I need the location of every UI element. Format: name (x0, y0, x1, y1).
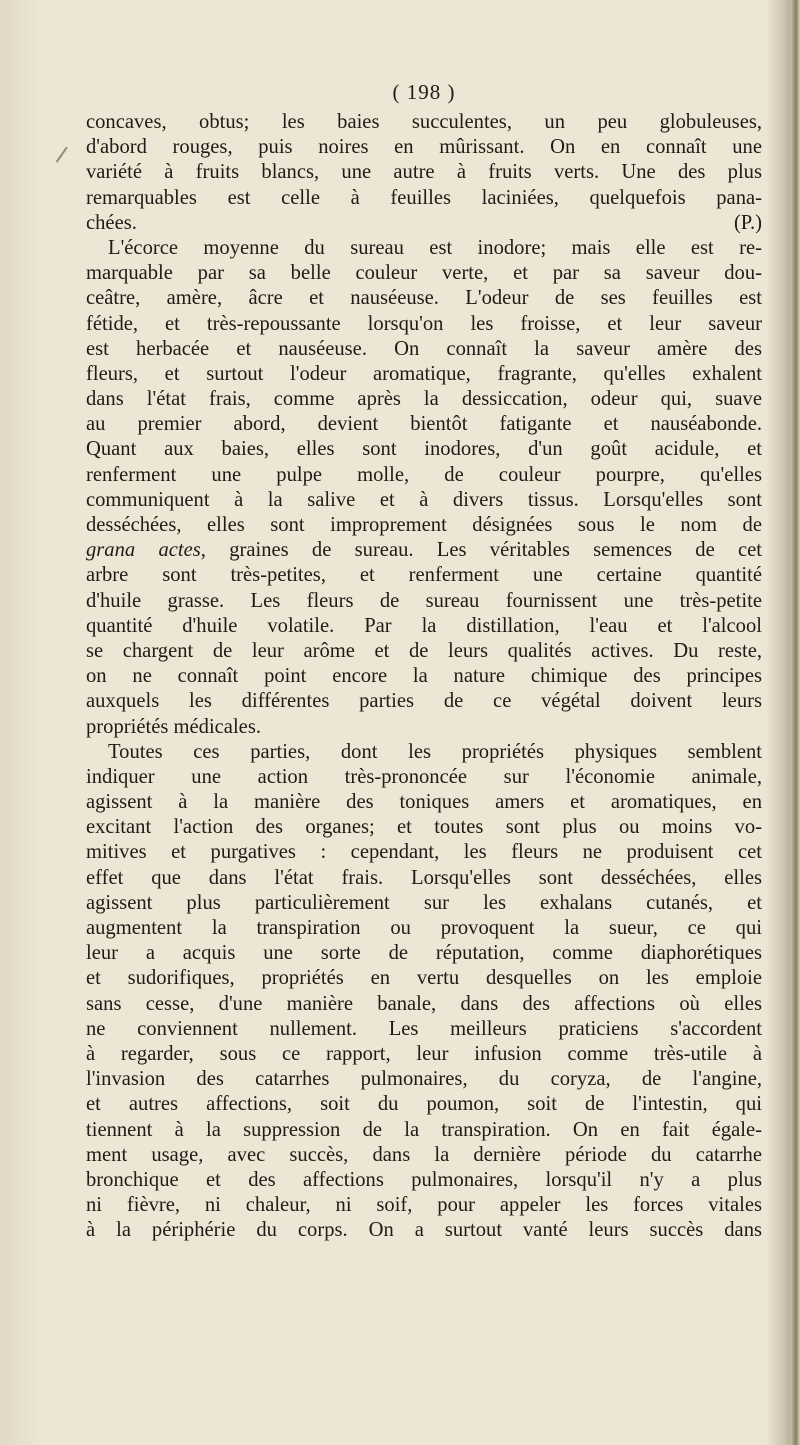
text-lines (86, 110, 762, 1243)
text-line: ni fièvre, ni chaleur, ni soif, pour appeler les forces vitales (86, 1194, 762, 1217)
text-line (86, 211, 762, 236)
text-line: est herbacée et nauséeuse. On connaît la saveur amère des (86, 337, 762, 360)
text-line: concaves, obtus; les baies succulentes, un peu globuleuses, (86, 111, 762, 133)
text-line: Toutes ces parties, dont les propriétés physiques semblent (108, 740, 762, 763)
text-line: et sudorifiques, propriétés en vertu desquelles on les emploie (86, 967, 762, 990)
text-line: marquable par sa belle couleur verte, et par sa saveur dou- (86, 262, 762, 285)
text-line: indiquer une action très-prononcée sur l'économie animale, (86, 765, 762, 788)
text-line: agissent plus particulièrement sur les exhalans cutanés, et (86, 891, 762, 914)
author-initial: (P.) (733, 211, 762, 234)
text-line: dans l'état frais, comme après la dessiccation, odeur qui, suave (86, 388, 762, 411)
text-line: effet que dans l'état frais. Lorsqu'elles sont desséchées, elles (86, 866, 762, 889)
page-text-block (86, 80, 762, 1243)
text-line: renferment une pulpe molle, de couleur pourpre, qu'elles (86, 463, 762, 486)
margin-pencil-mark (56, 147, 75, 167)
text-line: Quant aux baies, elles sont inodores, d'un goût acidule, et (86, 438, 762, 461)
text-line: propriétés médicales. (86, 715, 261, 738)
text-line: ment usage, avec succès, dans la dernière période du catarrhe (86, 1143, 762, 1166)
text-line: on ne connaît point encore la nature chimique des principes (86, 665, 762, 688)
text-line: communiquent à la salive et à divers tissus. Lorsqu'elles sont (86, 488, 762, 511)
text-line: tiennent à la suppression de la transpiration. On en fait égale- (86, 1118, 762, 1141)
text-line: L'écorce moyenne du sureau est inodore; mais elle est re- (108, 236, 762, 259)
text-line: fleurs, et surtout l'odeur aromatique, fragrante, qu'elles exhalent (86, 362, 762, 385)
text-line: auxquels les différentes parties de ce végétal doivent leurs (86, 690, 762, 713)
text-line: d'huile grasse. Les fleurs de sureau fournissent une très-petite (86, 589, 762, 612)
text-line: ne conviennent nullement. Les meilleurs praticiens s'accordent (86, 1017, 762, 1040)
latin-term: grana actes (86, 539, 201, 562)
text-line: fétide, et très-repoussante lorsqu'on les froisse, et leur saveur (86, 312, 762, 335)
page-number: ( 198 ) (392, 80, 456, 104)
text-line: variété à fruits blancs, une autre à fruits verts. Une des plus (86, 161, 762, 184)
text-line: bronchique et des affections pulmonaires, lorsqu'il n'y a plus (86, 1168, 762, 1191)
line-text: chées. (86, 211, 137, 234)
text-line: ceâtre, amère, âcre et nauséeuse. L'odeur de ses feuilles est (86, 287, 762, 310)
text-line: d'abord rouges, puis noires en mûrissant. On en connaît une (86, 136, 762, 159)
text-line: quantité d'huile volatile. Par la distillation, l'eau et l'alcool (86, 614, 762, 637)
text-line: à regarder, sous ce rapport, leur infusion comme très-utile à (86, 1042, 762, 1065)
text-line: excitant l'action des organes; et toutes sont plus ou moins vo- (86, 816, 762, 839)
text-line: au premier abord, devient bientôt fatigante et nauséabonde. (86, 413, 762, 436)
text-line: l'invasion des catarrhes pulmonaires, du coryza, de l'angine, (86, 1068, 762, 1091)
text-line: remarquables est celle à feuilles laciniées, quelquefois pana- (86, 186, 762, 209)
text-line: et autres affections, soit du poumon, soit de l'intestin, qui (86, 1093, 762, 1116)
text-line: à la périphérie du corps. On a surtout vanté leurs succès dans (86, 1219, 762, 1242)
text-line: augmentent la transpiration ou provoquent la sueur, ce qui (86, 917, 762, 939)
text-line: arbre sont très-petites, et renferment une certaine quantité (86, 564, 762, 587)
text-line: sans cesse, d'une manière banale, dans des affections où elles (86, 992, 762, 1015)
text-line: se chargent de leur arôme et de leurs qualités actives. Du reste, (86, 639, 762, 662)
text-line: mitives et purgatives : cependant, les fleurs ne produisent cet (86, 841, 762, 864)
text-line: agissent à la manière des toniques amers et aromatiques, en (86, 791, 762, 814)
text-line: leur a acquis une sorte de réputation, comme diaphorétiques (86, 942, 762, 965)
text-line: grana actes, graines de sureau. Les véritables semences de cet (86, 539, 762, 562)
text-line: desséchées, elles sont improprement désignées sous le nom de (86, 514, 762, 536)
page-edge-shadow (790, 0, 800, 1445)
